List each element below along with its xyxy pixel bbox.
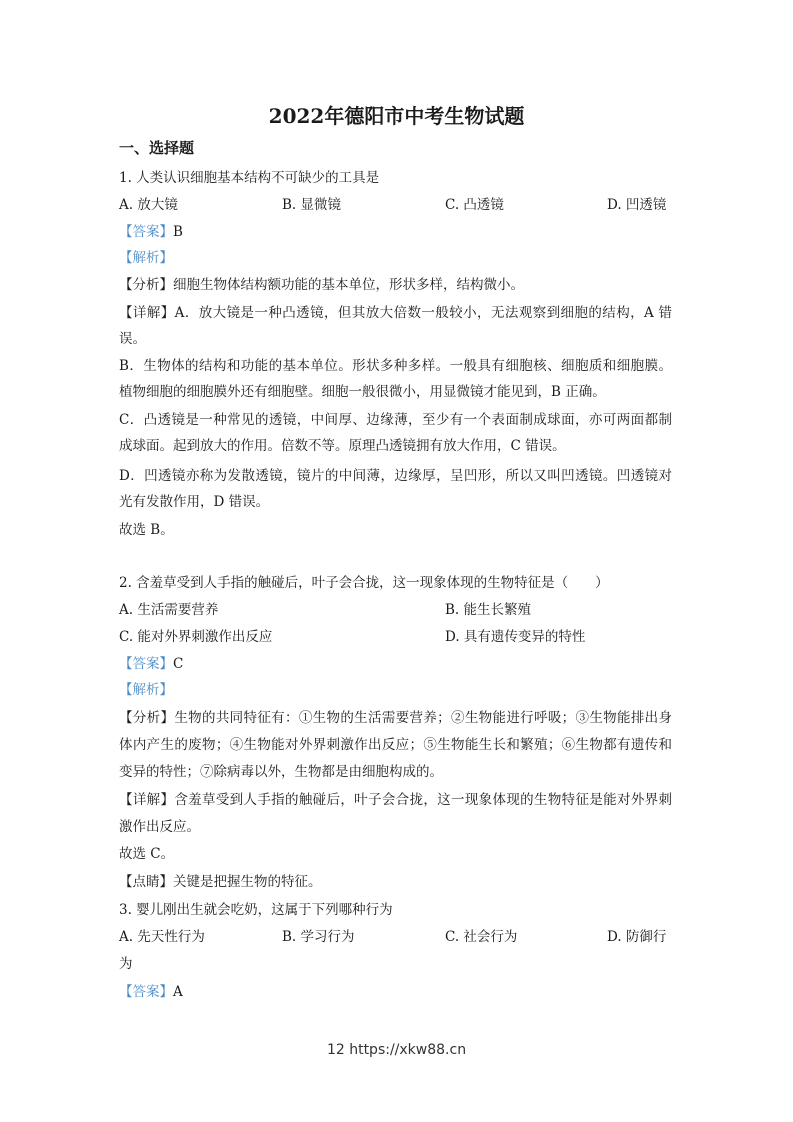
dianjing-text: 关键是把握生物的特征。 bbox=[173, 874, 322, 890]
q3-option-b: B. 学习行为 bbox=[282, 929, 355, 945]
q1-line: 植物细胞的细胞膜外还有细胞壁。细胞一般很微小，用显微镜才能见到，B 正确。 bbox=[119, 384, 606, 400]
answer-tag: 【答案】 bbox=[119, 984, 173, 1000]
q1-answer bbox=[119, 223, 183, 241]
q2-fenxi bbox=[119, 709, 672, 727]
xiangjie-tag: 【详解】 bbox=[119, 792, 175, 808]
q2-answer bbox=[119, 655, 183, 673]
answer-value: C bbox=[173, 656, 184, 672]
q1-option-a: A. 放大镜 bbox=[119, 197, 178, 213]
dianjing-tag: 【点睛】 bbox=[119, 874, 173, 890]
q1-xiangjie bbox=[119, 304, 672, 322]
question-2-stem: 2. 含羞草受到人手指的触碰后，叶子会合拢，这一现象体现的生物特征是（ ） bbox=[119, 575, 609, 591]
question-1-stem: 1. 人类认识细胞基本结构不可缺少的工具是 bbox=[119, 170, 380, 186]
q2-fenxi-cont: 变异的特性；⑦除病毒以外，生物都是由细胞构成的。 bbox=[119, 764, 443, 780]
xiangjie-text: A．放大镜是一种凸透镜，但其放大倍数一般较小，无法观察到细胞的结构，A 错 bbox=[174, 305, 673, 321]
q2-dianjing bbox=[119, 873, 322, 891]
q3-option-a: A. 先天性行为 bbox=[119, 929, 205, 945]
q2-option-d: D. 具有遗传变异的特性 bbox=[445, 629, 586, 645]
fenxi-tag: 【分析】 bbox=[119, 710, 175, 726]
q1-line: C．凸透镜是一种常见的透镜，中间厚、边缘薄，至少有一个表面制成球面，亦可两面都制 bbox=[119, 412, 673, 428]
answer-tag: 【答案】 bbox=[119, 656, 173, 672]
page-title: 2022年德阳市中考生物试题 bbox=[268, 104, 525, 128]
q2-option-a: A. 生活需要营养 bbox=[119, 602, 219, 618]
answer-value: B bbox=[173, 224, 183, 240]
xiangjie-tag: 【详解】 bbox=[119, 305, 175, 321]
q2-xiangjie bbox=[119, 791, 672, 809]
q1-line: B．生物体的结构和功能的基本单位。形状多种多样。一般具有细胞核、细胞质和细胞膜。 bbox=[119, 358, 672, 374]
q1-line: 成球面。起到放大的作用。倍数不等。原理凸透镜拥有放大作用，C 错误。 bbox=[119, 438, 566, 454]
page-footer: 12 https://xkw88.cn bbox=[326, 1042, 467, 1058]
answer-tag: 【答案】 bbox=[119, 224, 173, 240]
q2-fenxi-cont: 体内产生的废物；④生物能对外界刺激作出反应；⑤生物能生长和繁殖；⑥生物都有遗传和 bbox=[119, 737, 672, 753]
xiangjie-text: 含羞草受到人手指的触碰后，叶子会合拢，这一现象体现的生物特征是能对外界刺 bbox=[174, 792, 673, 808]
q1-xiangjie-cont: 误。 bbox=[119, 331, 146, 347]
q2-xiangjie-cont: 激作出反应。 bbox=[119, 819, 200, 835]
q1-option-c: C. 凸透镜 bbox=[445, 197, 504, 213]
q1-conclusion: 故选 B。 bbox=[119, 522, 174, 538]
q3-option-d: D. 防御行 bbox=[607, 929, 667, 945]
q1-line: 光有发散作用，D 错误。 bbox=[119, 494, 270, 510]
fenxi-text: 细胞生物体结构额功能的基本单位，形状多样，结构微小。 bbox=[173, 277, 524, 293]
fenxi-tag: 【分析】 bbox=[119, 277, 173, 293]
q2-analysis-tag: 【解析】 bbox=[119, 682, 173, 698]
q1-line: D．凹透镜亦称为发散透镜，镜片的中间薄，边缘厚，呈凹形，所以又叫凹透镜。凹透镜对 bbox=[119, 468, 672, 484]
q2-option-c: C. 能对外界刺激作出反应 bbox=[119, 629, 273, 645]
question-3-stem: 3. 婴儿刚出生就会吃奶，这属于下列哪种行为 bbox=[119, 902, 393, 918]
q1-fenxi bbox=[119, 276, 524, 294]
q2-conclusion: 故选 C。 bbox=[119, 846, 175, 862]
q1-option-d: D. 凹透镜 bbox=[607, 197, 667, 213]
q1-analysis-tag: 【解析】 bbox=[119, 250, 173, 266]
q1-option-b: B. 显微镜 bbox=[282, 197, 342, 213]
q3-option-c: C. 社会行为 bbox=[445, 929, 518, 945]
answer-value: A bbox=[173, 984, 183, 1000]
section-heading: 一、选择题 bbox=[119, 139, 195, 157]
q2-option-b: B. 能生长繁殖 bbox=[445, 602, 532, 618]
q3-option-d-wrap: 为 bbox=[119, 956, 133, 972]
fenxi-text: 生物的共同特征有：①生物的生活需要营养；②生物能进行呼吸；③生物能排出身 bbox=[174, 710, 673, 726]
q3-answer bbox=[119, 983, 183, 1001]
